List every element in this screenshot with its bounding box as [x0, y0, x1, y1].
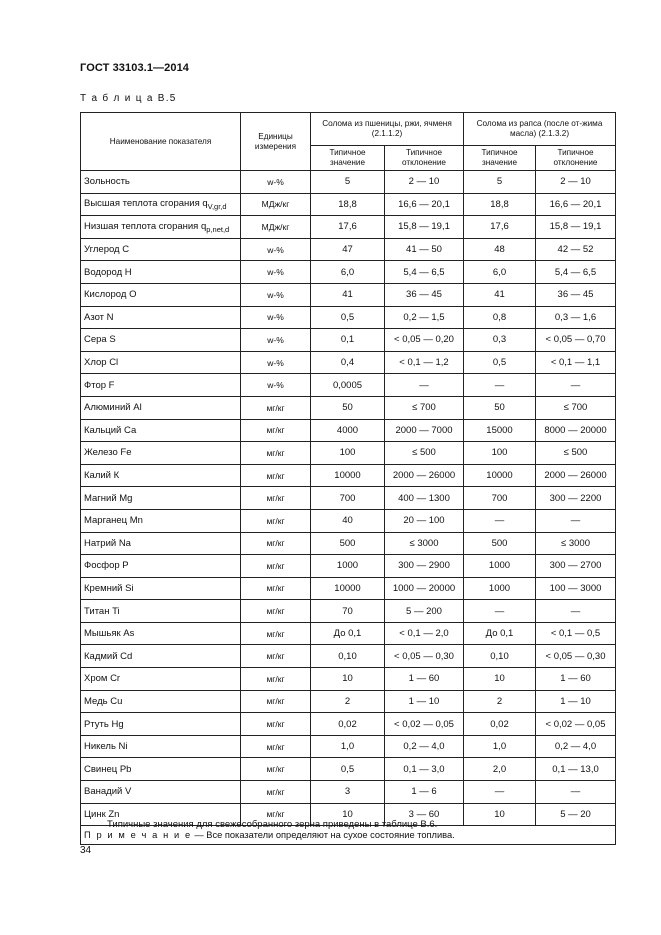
typical-value-2-cell: 0,10: [464, 645, 536, 668]
typical-value-1-cell: 100: [311, 442, 385, 465]
typical-deviation-1-cell: ≤ 500: [385, 442, 464, 465]
table-body: [81, 171, 616, 826]
param-name-text: Железо Fe: [84, 447, 132, 459]
typical-value-1-cell: 0,4: [311, 351, 385, 374]
footnote-text: Типичные значения для свежесобранного зерна приведены в таблице В.6.: [107, 819, 438, 830]
typical-deviation-2-cell: < 0,02 — 0,05: [536, 713, 616, 736]
typical-deviation-1-cell: 2000 — 26000: [385, 464, 464, 487]
table-row: [81, 374, 616, 397]
param-name-cell: [81, 396, 241, 419]
table-row: [81, 351, 616, 374]
typical-deviation-1-cell: 16,6 — 20,1: [385, 193, 464, 216]
typical-value-2-cell: 2: [464, 690, 536, 713]
typical-value-2-cell: 6,0: [464, 261, 536, 284]
param-name-cell: [81, 261, 241, 284]
param-name-cell: [81, 329, 241, 352]
param-name-text: Углерод С: [84, 244, 130, 256]
unit-cell: мг/кг: [241, 509, 311, 532]
unit-cell: мг/кг: [241, 442, 311, 465]
param-name-cell: [81, 622, 241, 645]
param-name-cell: [81, 577, 241, 600]
unit-cell: МДж/кг: [241, 193, 311, 216]
typical-deviation-2-cell: 42 — 52: [536, 238, 616, 261]
param-name-text: Титан Ti: [84, 605, 120, 617]
param-name-cell: [81, 781, 241, 804]
table-row: [81, 509, 616, 532]
unit-cell: мг/кг: [241, 577, 311, 600]
typical-deviation-2-cell: 15,8 — 19,1: [536, 216, 616, 239]
param-name-cell: [81, 555, 241, 578]
col-header-typical-2: Типичное значение: [464, 146, 536, 171]
typical-deviation-1-cell: —: [385, 374, 464, 397]
typical-value-1-cell: 6,0: [311, 261, 385, 284]
typical-deviation-2-cell: —: [536, 374, 616, 397]
unit-cell: мг/кг: [241, 555, 311, 578]
typical-deviation-2-cell: —: [536, 509, 616, 532]
unit-cell: w-%: [241, 261, 311, 284]
table-row: [81, 532, 616, 555]
typical-value-1-cell: 2: [311, 690, 385, 713]
param-name-text: Магний Mg: [84, 492, 133, 504]
unit-cell: мг/кг: [241, 735, 311, 758]
typical-deviation-2-cell: 2000 — 26000: [536, 464, 616, 487]
typical-value-2-cell: 500: [464, 532, 536, 555]
param-name-cell: [81, 238, 241, 261]
unit-cell: мг/кг: [241, 781, 311, 804]
table-row: [81, 396, 616, 419]
param-name-text: Зольность: [84, 176, 130, 188]
table-row: [81, 690, 616, 713]
typical-deviation-1-cell: < 0,05 — 0,30: [385, 645, 464, 668]
typical-value-2-cell: До 0,1: [464, 622, 536, 645]
typical-value-2-cell: 10: [464, 803, 536, 826]
param-name-cell: [81, 668, 241, 691]
param-name-cell: [81, 374, 241, 397]
typical-deviation-2-cell: 2 — 10: [536, 171, 616, 194]
typical-value-2-cell: 10000: [464, 464, 536, 487]
table-row: [81, 555, 616, 578]
typical-value-1-cell: 18,8: [311, 193, 385, 216]
param-name-text: Фтор F: [84, 379, 115, 391]
typical-value-2-cell: 10: [464, 668, 536, 691]
unit-cell: w-%: [241, 171, 311, 194]
typical-deviation-2-cell: 300 — 2700: [536, 555, 616, 578]
typical-deviation-1-cell: 1 — 60: [385, 668, 464, 691]
unit-cell: мг/кг: [241, 622, 311, 645]
typical-deviation-1-cell: ≤ 3000: [385, 532, 464, 555]
data-table: [80, 112, 616, 845]
table-row: [81, 758, 616, 781]
typical-deviation-1-cell: 36 — 45: [385, 283, 464, 306]
typical-value-1-cell: 5: [311, 171, 385, 194]
table-row: [81, 442, 616, 465]
typical-deviation-1-cell: 400 — 1300: [385, 487, 464, 510]
param-name-text: Медь Cu: [84, 695, 123, 707]
param-name-cell: [81, 193, 241, 216]
param-subscript: p,net,d: [206, 224, 230, 234]
typical-deviation-1-cell: 0,2 — 1,5: [385, 306, 464, 329]
param-name-cell: [81, 645, 241, 668]
typical-deviation-2-cell: 8000 — 20000: [536, 419, 616, 442]
standard-header: ГОСТ 33103.1—2014: [80, 62, 190, 74]
typical-value-2-cell: 41: [464, 283, 536, 306]
param-name-cell: [81, 532, 241, 555]
table-row: [81, 216, 616, 239]
param-name-text: Кислород О: [84, 289, 137, 301]
param-name-text: Высшая теплота сгорания q: [84, 197, 208, 209]
param-name-text: Сера S: [84, 334, 116, 346]
param-name-text: Азот N: [84, 311, 114, 323]
typical-deviation-1-cell: 5,4 — 6,5: [385, 261, 464, 284]
col-header-unit: Единицы измерения: [241, 113, 311, 171]
typical-deviation-1-cell: < 0,05 — 0,20: [385, 329, 464, 352]
typical-deviation-1-cell: < 0,1 — 1,2: [385, 351, 464, 374]
typical-value-2-cell: 0,8: [464, 306, 536, 329]
param-name-cell: [81, 171, 241, 194]
typical-value-1-cell: 0,02: [311, 713, 385, 736]
unit-cell: мг/кг: [241, 419, 311, 442]
typical-value-1-cell: 10000: [311, 577, 385, 600]
param-name-cell: [81, 735, 241, 758]
typical-deviation-2-cell: < 0,05 — 0,70: [536, 329, 616, 352]
typical-value-1-cell: 1,0: [311, 735, 385, 758]
param-name-text: Фосфор Р: [84, 560, 129, 572]
typical-value-1-cell: 0,1: [311, 329, 385, 352]
typical-deviation-1-cell: 0,2 — 4,0: [385, 735, 464, 758]
col-header-typical-1: Типичное значение: [311, 146, 385, 171]
typical-value-2-cell: —: [464, 509, 536, 532]
col-header-name: Наименование показателя: [81, 113, 241, 171]
typical-deviation-2-cell: 100 — 3000: [536, 577, 616, 600]
typical-value-1-cell: 40: [311, 509, 385, 532]
typical-deviation-1-cell: 1 — 6: [385, 781, 464, 804]
param-name-text: Низшая теплота сгорания q: [84, 220, 207, 232]
typical-value-1-cell: 500: [311, 532, 385, 555]
typical-value-2-cell: 0,5: [464, 351, 536, 374]
param-subscript: V,gr,d: [207, 201, 227, 211]
typical-deviation-2-cell: < 0,05 — 0,30: [536, 645, 616, 668]
typical-deviation-1-cell: 1 — 10: [385, 690, 464, 713]
typical-value-2-cell: 17,6: [464, 216, 536, 239]
param-name-text: Натрий Na: [84, 537, 131, 549]
typical-value-1-cell: 1000: [311, 555, 385, 578]
unit-cell: мг/кг: [241, 532, 311, 555]
param-name-cell: [81, 419, 241, 442]
typical-deviation-1-cell: ≤ 700: [385, 396, 464, 419]
typical-value-1-cell: 70: [311, 600, 385, 623]
typical-value-2-cell: 0,02: [464, 713, 536, 736]
typical-deviation-1-cell: 1000 — 20000: [385, 577, 464, 600]
table-row: [81, 668, 616, 691]
unit-cell: мг/кг: [241, 487, 311, 510]
typical-value-1-cell: До 0,1: [311, 622, 385, 645]
param-name-cell: [81, 509, 241, 532]
typical-deviation-1-cell: < 0,1 — 2,0: [385, 622, 464, 645]
table-row: [81, 283, 616, 306]
unit-cell: w-%: [241, 283, 311, 306]
typical-deviation-2-cell: 0,3 — 1,6: [536, 306, 616, 329]
param-name-text: Кальций Са: [84, 424, 137, 436]
typical-deviation-2-cell: 5,4 — 6,5: [536, 261, 616, 284]
table-row: [81, 464, 616, 487]
typical-deviation-1-cell: 300 — 2900: [385, 555, 464, 578]
table-row: [81, 171, 616, 194]
col-header-deviation-2: Типичное отклонение: [536, 146, 616, 171]
unit-cell: мг/кг: [241, 803, 311, 826]
param-name-text: Хром Cr: [84, 673, 121, 685]
typical-value-1-cell: 10000: [311, 464, 385, 487]
param-name-cell: [81, 690, 241, 713]
typical-value-1-cell: 0,5: [311, 758, 385, 781]
param-name-cell: [81, 442, 241, 465]
typical-value-1-cell: 0,10: [311, 645, 385, 668]
table-row: [81, 735, 616, 758]
unit-cell: мг/кг: [241, 713, 311, 736]
typical-deviation-2-cell: 300 — 2200: [536, 487, 616, 510]
table-row: [81, 577, 616, 600]
typical-value-1-cell: 10: [311, 668, 385, 691]
typical-deviation-1-cell: 20 — 100: [385, 509, 464, 532]
table-row: [81, 487, 616, 510]
param-name-text: Ртуть Hg: [84, 718, 124, 730]
unit-cell: мг/кг: [241, 668, 311, 691]
typical-deviation-2-cell: < 0,1 — 0,5: [536, 622, 616, 645]
unit-cell: МДж/кг: [241, 216, 311, 239]
param-name-text: Мышьяк As: [84, 628, 135, 640]
unit-cell: w-%: [241, 351, 311, 374]
typical-value-2-cell: 1000: [464, 577, 536, 600]
param-name-cell: [81, 758, 241, 781]
table-row: [81, 193, 616, 216]
note-label: П р и м е ч а н и е: [84, 830, 192, 841]
param-name-text: Хлор Cl: [84, 357, 119, 369]
typical-value-1-cell: 47: [311, 238, 385, 261]
param-name-cell: [81, 713, 241, 736]
param-name-text: Цинк Zn: [84, 808, 120, 820]
typical-deviation-1-cell: < 0,02 — 0,05: [385, 713, 464, 736]
param-name-cell: [81, 283, 241, 306]
typical-deviation-1-cell: 3 — 60: [385, 803, 464, 826]
param-name-text: Кадмий Cd: [84, 650, 133, 662]
param-name-cell: [81, 306, 241, 329]
param-name-cell: [81, 216, 241, 239]
typical-value-2-cell: 700: [464, 487, 536, 510]
param-name-text: Алюминий Al: [84, 402, 142, 414]
col-header-group-rapeseed: Солома из рапса (после от-жима масла) (2.1.3.2): [464, 113, 616, 146]
typical-value-2-cell: 5: [464, 171, 536, 194]
typical-value-1-cell: 4000: [311, 419, 385, 442]
unit-cell: мг/кг: [241, 396, 311, 419]
unit-cell: мг/кг: [241, 758, 311, 781]
typical-deviation-2-cell: 1 — 10: [536, 690, 616, 713]
table-row: [81, 261, 616, 284]
typical-value-2-cell: —: [464, 374, 536, 397]
typical-deviation-2-cell: 0,1 — 13,0: [536, 758, 616, 781]
param-name-cell: [81, 600, 241, 623]
typical-deviation-1-cell: 15,8 — 19,1: [385, 216, 464, 239]
typical-deviation-2-cell: 36 — 45: [536, 283, 616, 306]
unit-cell: мг/кг: [241, 690, 311, 713]
typical-deviation-2-cell: 5 — 20: [536, 803, 616, 826]
param-name-cell: [81, 487, 241, 510]
typical-deviation-1-cell: 2000 — 7000: [385, 419, 464, 442]
typical-deviation-1-cell: 2 — 10: [385, 171, 464, 194]
typical-value-1-cell: 10: [311, 803, 385, 826]
typical-value-2-cell: 15000: [464, 419, 536, 442]
typical-value-1-cell: 0,0005: [311, 374, 385, 397]
typical-value-1-cell: 41: [311, 283, 385, 306]
table-caption: Т а б л и ц а В.5: [80, 93, 177, 104]
table-row: [81, 622, 616, 645]
col-header-deviation-1: Типичное отклонение: [385, 146, 464, 171]
param-name-text: Никель Ni: [84, 741, 128, 753]
param-name-cell: [81, 351, 241, 374]
unit-cell: мг/кг: [241, 600, 311, 623]
typical-deviation-2-cell: ≤ 500: [536, 442, 616, 465]
unit-cell: w-%: [241, 238, 311, 261]
typical-value-2-cell: 50: [464, 396, 536, 419]
table-row: [81, 419, 616, 442]
table-row: [81, 329, 616, 352]
typical-deviation-2-cell: ≤ 3000: [536, 532, 616, 555]
table-row: [81, 600, 616, 623]
param-name-text: Свинец Pb: [84, 763, 132, 775]
note-text: — Все показатели определяют на сухое состояние топлива.: [191, 830, 455, 841]
typical-value-2-cell: 1000: [464, 555, 536, 578]
typical-value-1-cell: 50: [311, 396, 385, 419]
typical-deviation-2-cell: 1 — 60: [536, 668, 616, 691]
unit-cell: w-%: [241, 306, 311, 329]
typical-deviation-2-cell: —: [536, 781, 616, 804]
col-header-group-wheat: Солома из пшеницы, ржи, ячменя (2.1.1.2): [311, 113, 464, 146]
typical-value-2-cell: 100: [464, 442, 536, 465]
typical-deviation-2-cell: 0,2 — 4,0: [536, 735, 616, 758]
typical-deviation-2-cell: < 0,1 — 1,1: [536, 351, 616, 374]
typical-value-1-cell: 700: [311, 487, 385, 510]
param-name-cell: [81, 464, 241, 487]
typical-value-1-cell: 0,5: [311, 306, 385, 329]
typical-deviation-1-cell: 41 — 50: [385, 238, 464, 261]
typical-value-2-cell: 18,8: [464, 193, 536, 216]
typical-deviation-1-cell: 5 — 200: [385, 600, 464, 623]
typical-deviation-2-cell: —: [536, 600, 616, 623]
typical-value-2-cell: 2,0: [464, 758, 536, 781]
unit-cell: w-%: [241, 329, 311, 352]
table-row: [81, 713, 616, 736]
param-name-text: Водород Н: [84, 266, 132, 278]
param-name-text: Ванадий V: [84, 786, 132, 798]
unit-cell: мг/кг: [241, 464, 311, 487]
typical-value-2-cell: 48: [464, 238, 536, 261]
typical-value-2-cell: —: [464, 781, 536, 804]
typical-value-2-cell: —: [464, 600, 536, 623]
typical-deviation-1-cell: 0,1 — 3,0: [385, 758, 464, 781]
unit-cell: w-%: [241, 374, 311, 397]
typical-value-2-cell: 0,3: [464, 329, 536, 352]
typical-value-1-cell: 3: [311, 781, 385, 804]
typical-value-1-cell: 17,6: [311, 216, 385, 239]
param-name-text: Марганец Mn: [84, 515, 143, 527]
typical-deviation-2-cell: ≤ 700: [536, 396, 616, 419]
param-name-text: Калий К: [84, 470, 120, 482]
table-row: [81, 781, 616, 804]
page-number: 34: [80, 845, 92, 856]
typical-value-2-cell: 1,0: [464, 735, 536, 758]
table-row: [81, 645, 616, 668]
typical-deviation-2-cell: 16,6 — 20,1: [536, 193, 616, 216]
table-row: [81, 238, 616, 261]
unit-cell: мг/кг: [241, 645, 311, 668]
param-name-text: Кремний Si: [84, 582, 134, 594]
table-row: [81, 306, 616, 329]
